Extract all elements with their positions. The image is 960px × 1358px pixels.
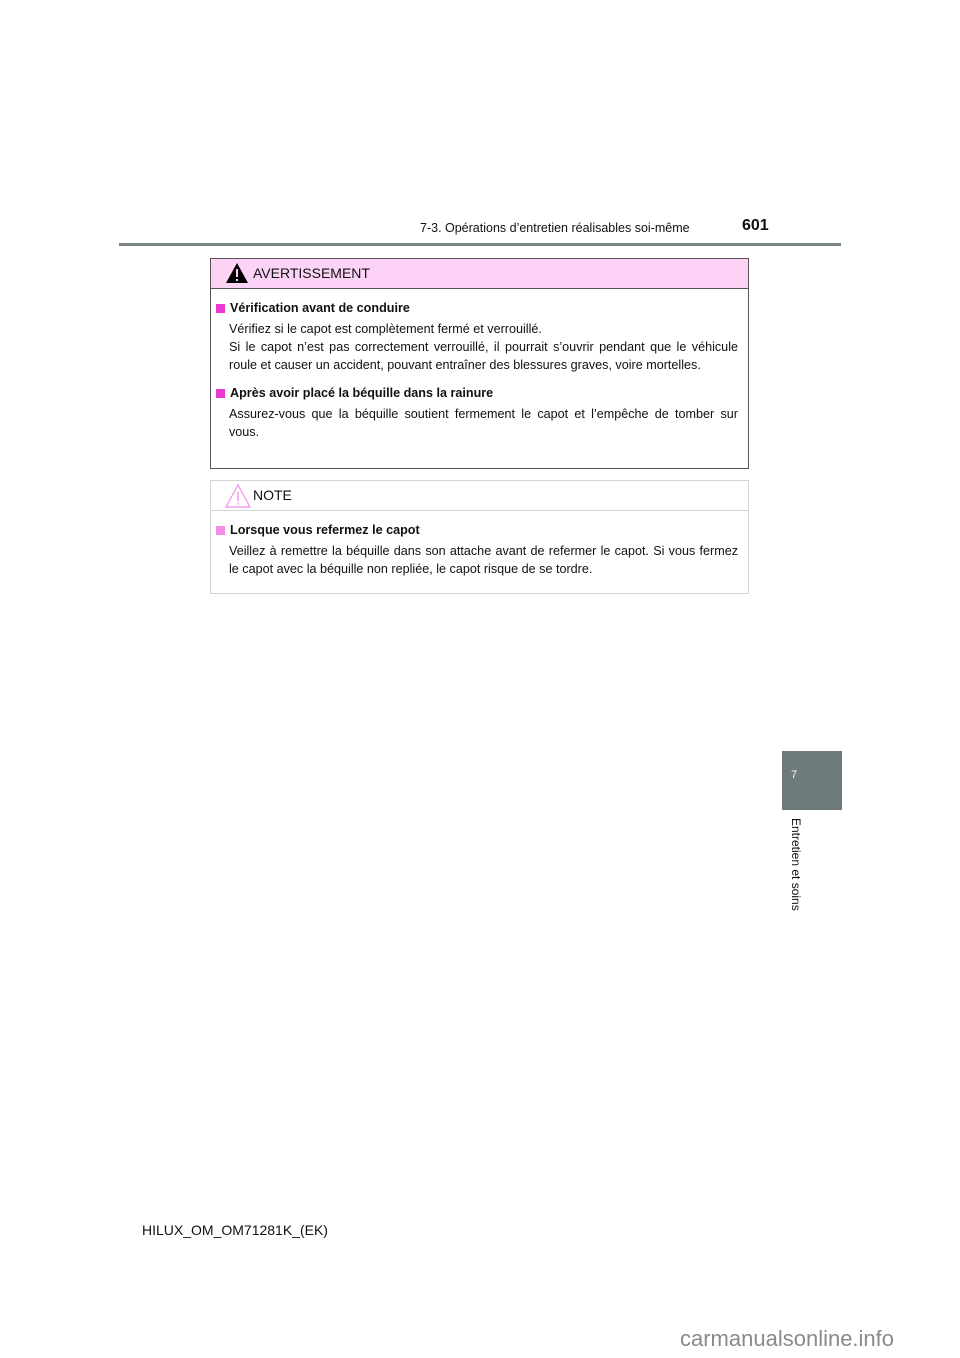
header-divider	[119, 243, 841, 246]
chapter-number: 7	[791, 769, 798, 781]
page-number: 601	[742, 217, 769, 234]
warning-title: AVERTISSEMENT	[253, 265, 370, 281]
chapter-label: Entretien et soins	[789, 818, 803, 911]
paragraph: Assurez-vous que la béquille soutient fermement le capot et l’empêche de tomber sur vous.	[229, 407, 738, 439]
watermark: carmanualsonline.info	[680, 1326, 895, 1351]
chapter-tab	[782, 751, 842, 810]
paragraph: Vérifiez si le capot est complètement fermé et verrouillé.	[229, 322, 542, 336]
warning-box	[210, 258, 749, 469]
caution-triangle-icon	[225, 484, 251, 508]
bullet-square-icon	[216, 389, 225, 398]
bullet-square-icon	[216, 526, 225, 535]
note-title: NOTE	[253, 487, 292, 503]
section-heading: Après avoir placé la béquille dans la rainure	[230, 386, 494, 400]
warning-section	[216, 299, 738, 374]
note-box	[210, 480, 749, 594]
warning-header	[211, 259, 748, 289]
warning-section	[216, 384, 738, 441]
warning-triangle-icon	[225, 262, 249, 284]
note-section	[216, 521, 738, 578]
section-title: 7-3. Opérations d’entretien réalisables soi-même	[420, 221, 690, 235]
section-heading: Vérification avant de conduire	[230, 301, 410, 315]
paragraph: Si le capot n’est pas correctement verrouillé, il pourrait s’ouvrir pendant que le véhicule roule et causer un accident, pouvant entraîner des blessures graves, voire mortelles.	[229, 340, 738, 372]
bullet-square-icon	[216, 304, 225, 313]
paragraph: Veillez à remettre la béquille dans son attache avant de refermer le capot. Si vous fermez le capot avec la béquille non repliée, le capot risque de se tordre.	[229, 544, 738, 576]
note-header	[211, 481, 748, 511]
footer-code: HILUX_OM_OM71281K_(EK)	[142, 1222, 328, 1238]
section-heading: Lorsque vous refermez le capot	[230, 523, 420, 537]
